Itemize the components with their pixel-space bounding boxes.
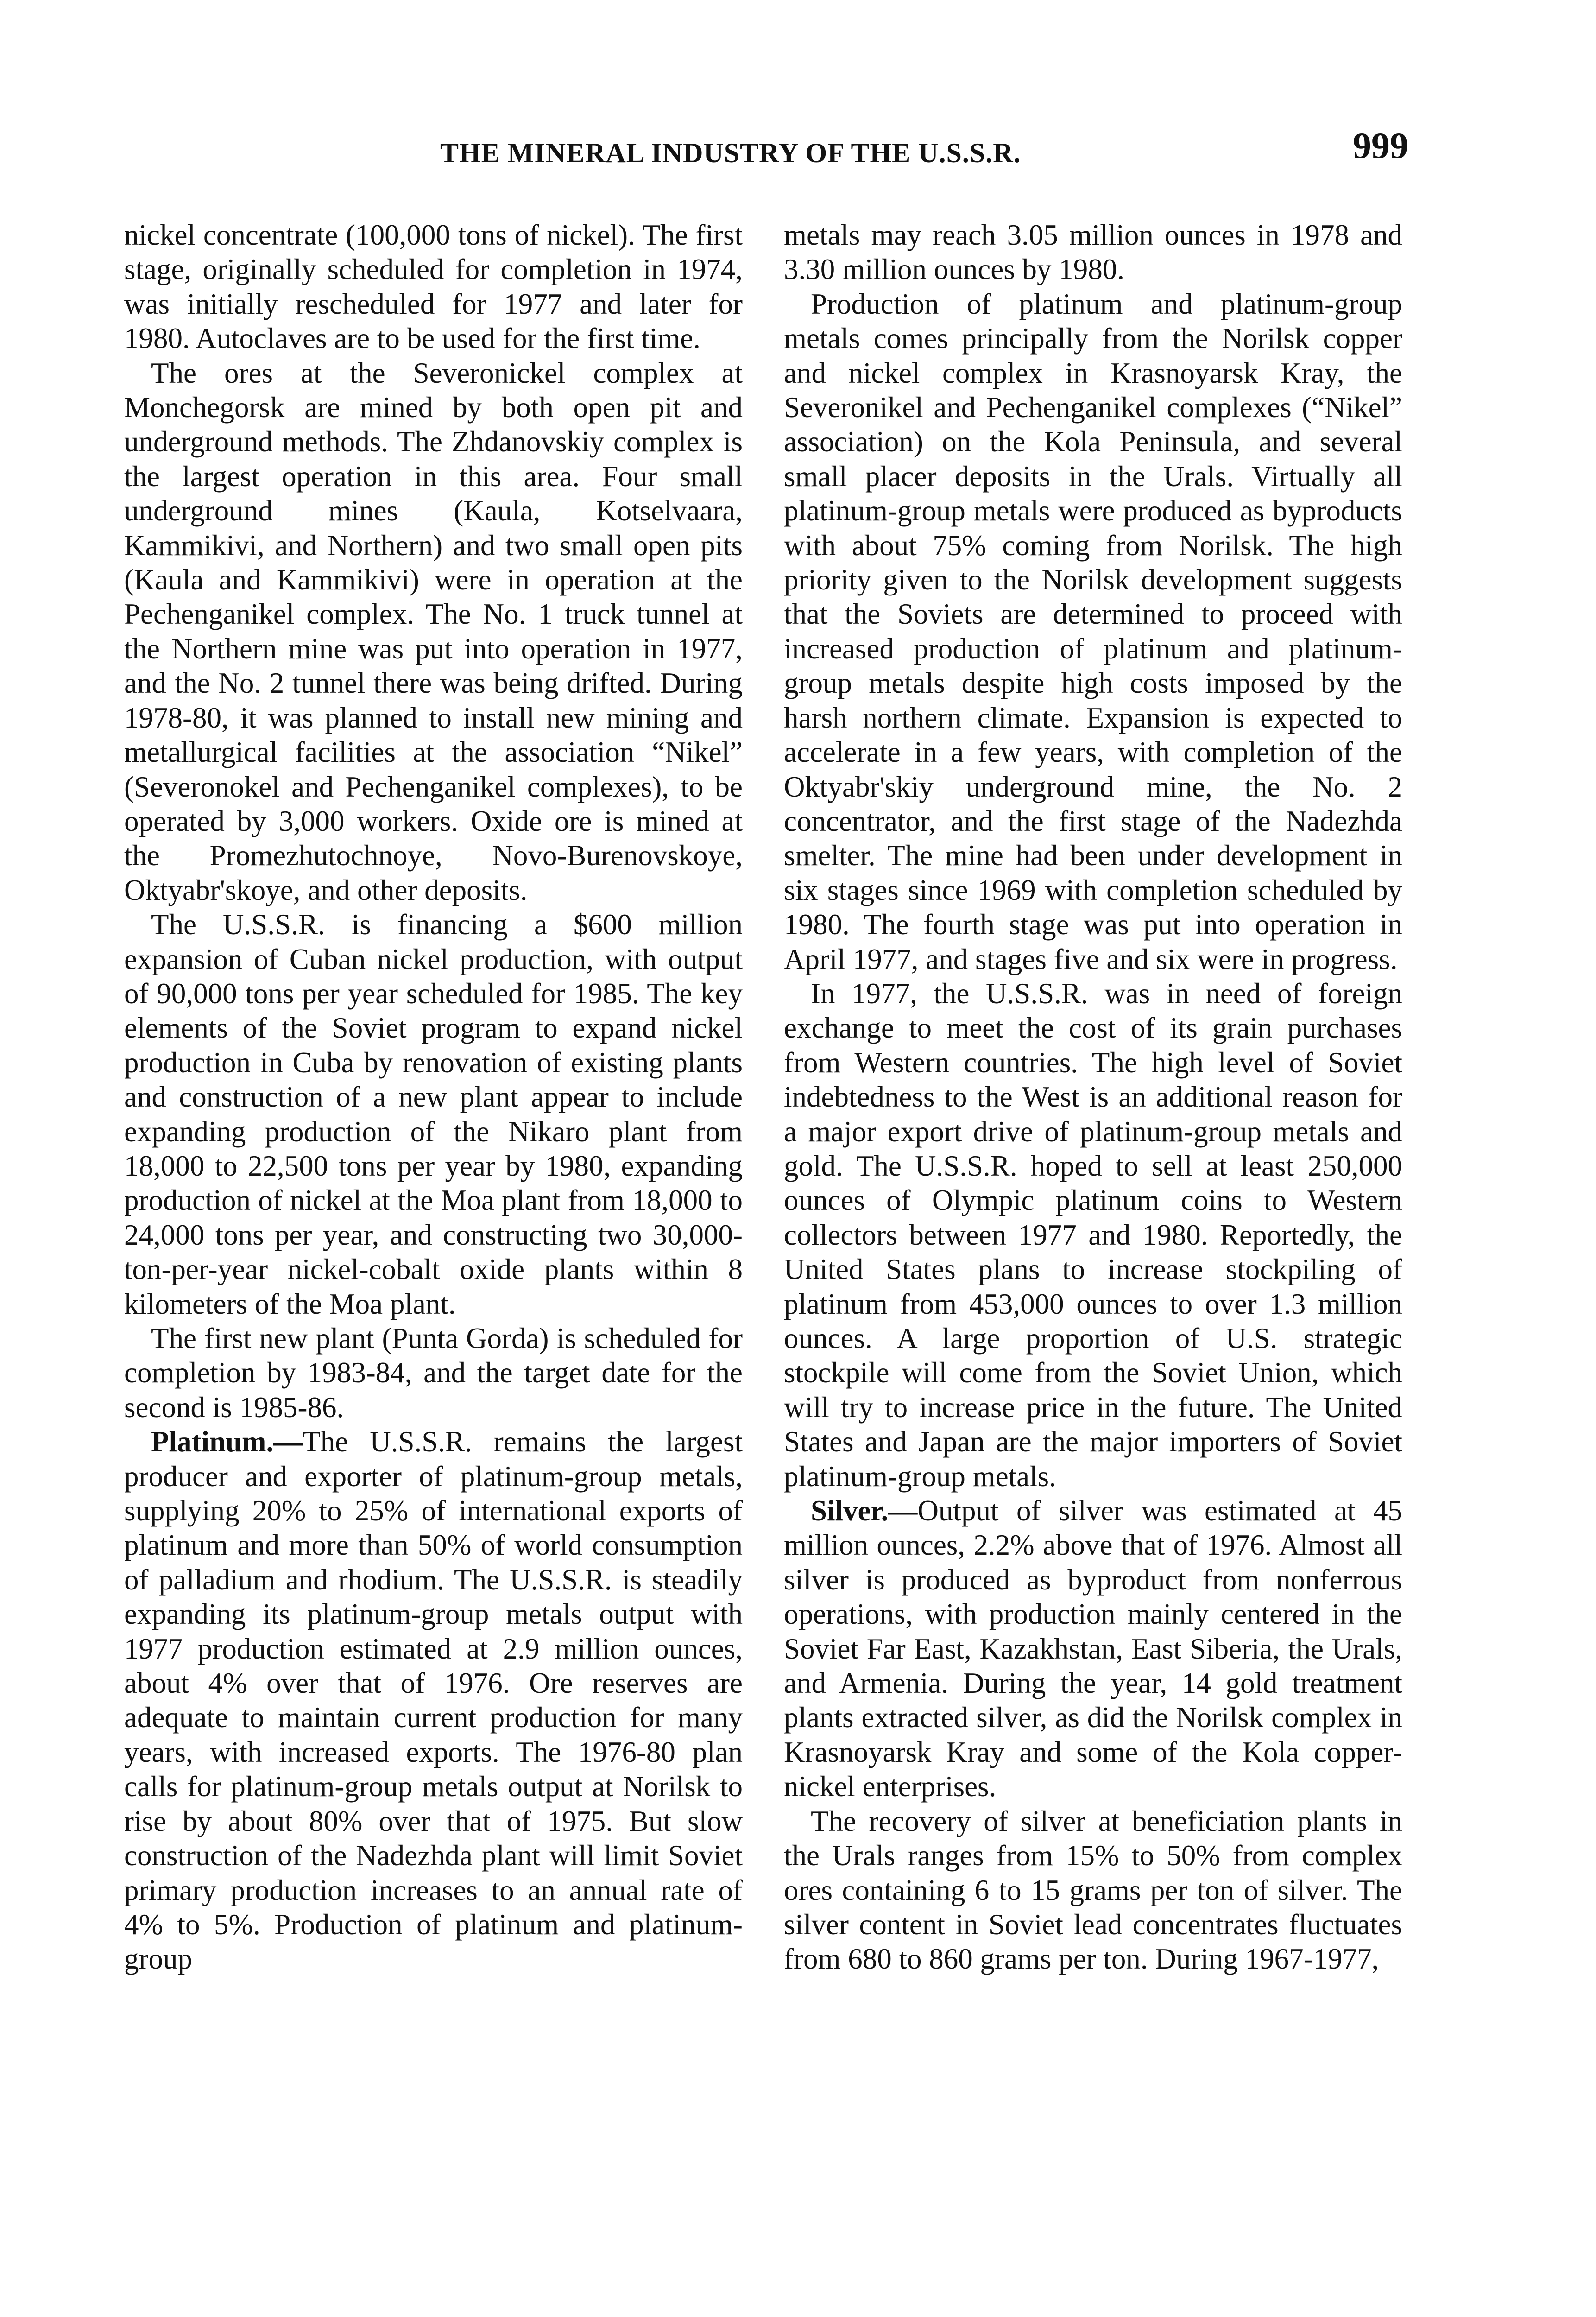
- silver-text: Output of silver was estimated at 45 million ounces, 2.2% above that of 1976. Almost all silver is produced as byproduct from nonferrous operations, with production mainly centered in the Soviet Far East, Kazakhstan, East Siberia, the Urals, and Armenia. During the year, 14 gold treatment plants extracted silver, as did the Norilsk complex in Krasnoyarsk Kray and some of the Kola copper-nickel enterprises.: [784, 1494, 1402, 1803]
- paragraph-platinum-continued: metals may reach 3.05 million ounces in 1978 and 3.30 million ounces by 1980.: [784, 219, 1402, 286]
- paragraph-silver-recovery: The recovery of silver at beneficiation plants in the Urals ranges from 15% to 50% from complex ores containing 6 to 15 grams per ton of silver. The silver content in Soviet lead concentrates fluctuates from 680 to 860 grams per ton. During 1967-1977,: [784, 1804, 1402, 1975]
- left-column: [124, 218, 743, 1976]
- paragraph-cuban-nickel: The U.S.S.R. is financing a $600 million expansion of Cuban nickel production, with output of 90,000 tons per year scheduled for 1985. The key elements of the Soviet program to expand nickel production in Cuba by renovation of existing plants and construction of a new plant appear to include expanding production of the Nikaro plant from 18,000 to 22,500 tons per year by 1980, expanding production of nickel at the Moa plant from 18,000 to 24,000 tons per year, and constructing two 30,000-ton-per-year nickel-cobalt oxide plants within 8 kilometers of the Moa plant.: [124, 908, 743, 1320]
- paragraph-platinum-production: Production of platinum and platinum-group metals comes principally from the Norilsk copper and nickel complex in Krasnoyarsk Kray, the Severonikel and Pechenganikel complexes (“Nikel” association) on the Kola Peninsula, and several small placer deposits in the Urals. Virtually all platinum-group metals were produced as byproducts with about 75% coming from Norilsk. The high priority given to the Norilsk development suggests that the Soviets are determined to proceed with increased production of platinum and platinum-group metals despite high costs imposed by the harsh northern climate. Expansion is expected to accelerate in a few years, with completion of the Oktyabr'skiy underground mine, the No. 2 concentrator, and the first stage of the Nadezhda smelter. The mine had been under development in six stages since 1969 with completion scheduled by 1980. The fourth stage was put into operation in April 1977, and stages five and six were in progress.: [784, 287, 1402, 975]
- paragraph-severonickel-ores: The ores at the Severonickel complex at Monchegorsk are mined by both open pit and underground methods. The Zhdanovskiy complex is the largest operation in this area. Four small underground mines (Kaula, Kotselvaara, Kammikivi, and Northern) and two small open pits (Kaula and Kammikivi) were in operation at the Pechenganikel complex. The No. 1 truck tunnel at the Northern mine was put into operation in 1977, and the No. 2 tunnel there was being drifted. During 1978-80, it was planned to install new mining and metallurgical facilities at the association “Nikel” (Severonokel and Pechenganikel complexes), to be operated by 3,000 workers. Oxide ore is mined at the Promezhutochnoye, Novo-Burenovskoye, Oktyabr'skoye, and other deposits.: [124, 356, 743, 906]
- paragraph-silver: [784, 1494, 1402, 1804]
- paragraph-foreign-exchange: In 1977, the U.S.S.R. was in need of foreign exchange to meet the cost of its grain purchases from Western countries. The high level of Soviet indebtedness to the West is an additional reason for a major export drive of platinum-group metals and gold. The U.S.S.R. hoped to sell at least 250,000 ounces of Olympic platinum coins to Western collectors between 1977 and 1980. Reportedly, the United States plans to increase stockpiling of platinum from 453,000 ounces to over 1.3 million ounces. A large proportion of U.S. strategic stockpile will come from the Soviet Union, which will try to increase price in the future. The United States and Japan are the major importers of Soviet platinum-group metals.: [784, 977, 1402, 1493]
- page-number: 999: [1353, 126, 1408, 166]
- platinum-text: The U.S.S.R. remains the largest producer and exporter of platinum-group metals, supplying 20% to 25% of international exports of platinum and more than 50% of world consumption of palladium and rhodium. The U.S.S.R. is steadily expanding its platinum-group metals output with 1977 production estimated at 2.9 million ounces, about 4% over that of 1976. Ore reserves are adequate to maintain current production for many years, with increased exports. The 1976-80 plan calls for platinum-group metals output at Norilsk to rise by about 80% over that of 1975. But slow construction of the Nadezhda plant will limit Soviet primary production increases to an annual rate of 4% to 5%. Production of platinum and platinum-group: [124, 1425, 743, 1975]
- platinum-heading: Platinum.—: [151, 1425, 303, 1458]
- paragraph-punta-gorda: The first new plant (Punta Gorda) is scheduled for completion by 1983-84, and the target date for the second is 1985-86.: [124, 1322, 743, 1424]
- paragraph-nickel-concentrate: nickel concentrate (100,000 tons of nickel). The first stage, originally scheduled for completion in 1974, was initially rescheduled for 1977 and later for 1980. Autoclaves are to be used for the first time.: [124, 219, 743, 355]
- silver-heading: Silver.—: [811, 1494, 918, 1527]
- running-title: THE MINERAL INDUSTRY OF THE U.S.S.R.: [440, 138, 1021, 168]
- paragraph-platinum: [124, 1424, 743, 1976]
- right-column: [784, 218, 1402, 1976]
- page-header: [125, 125, 1418, 176]
